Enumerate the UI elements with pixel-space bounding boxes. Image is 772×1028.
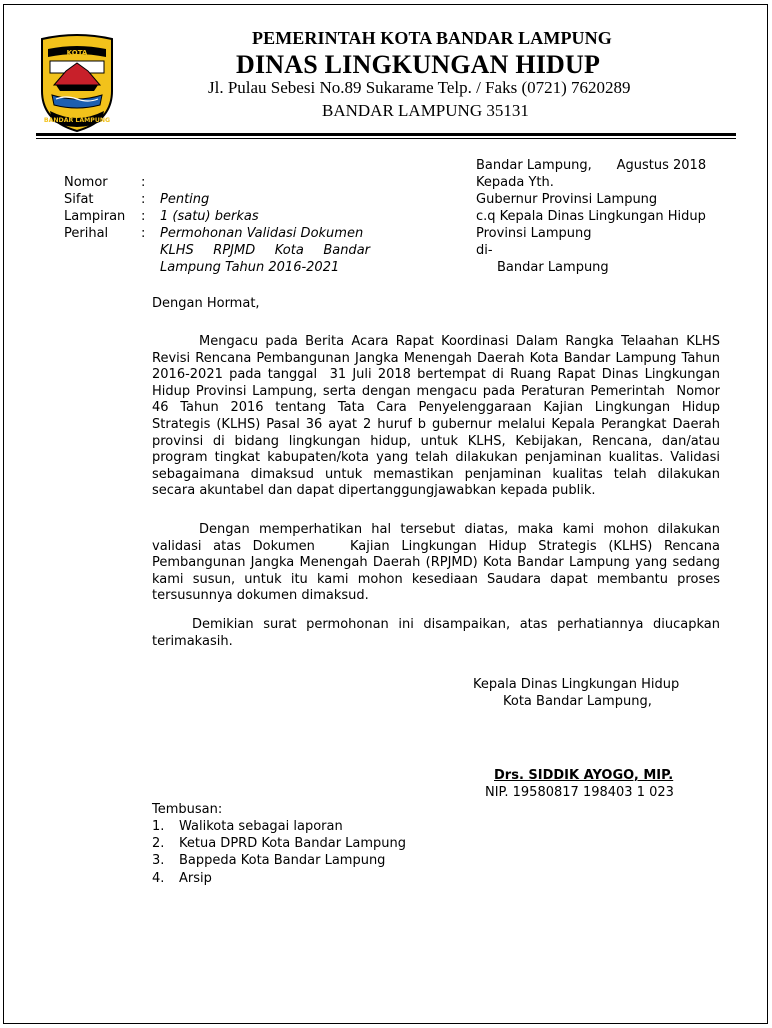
recipient-city: Bandar Lampung: [497, 260, 609, 275]
nomor-colon: :: [141, 175, 146, 190]
p1-line: provinsi di bidang lingkungan hidup, untuk KLHS, Kebijakan, Rencana, dan/atau: [152, 433, 720, 449]
letterhead-divider-thin: [36, 138, 736, 139]
lampiran-colon: :: [141, 209, 146, 224]
paragraph-3: [152, 617, 720, 650]
recipient-di: di-: [476, 243, 493, 258]
perihal-label: Perihal: [64, 226, 109, 241]
p2-line: Dengan memperhatikan hal tersebut diatas, maka kami mohon dilakukan: [199, 522, 720, 537]
recipient-line-3: Provinsi Lampung: [476, 226, 592, 241]
cc-list-item: [152, 819, 343, 834]
sifat-value: Penting: [160, 192, 210, 207]
signatory-nip: NIP. 19580817 198403 1 023: [485, 785, 674, 800]
p1-line: program tingkat kabupaten/kota yang telah dilakukan penjaminan kualitas. Validasi: [152, 450, 720, 466]
p2-line: tersusunnya dokumen dimaksud.: [152, 588, 369, 604]
sifat-colon: :: [141, 192, 146, 207]
p1-line: 2016-2021 pada tanggal 31 Juli 2018 bertempat di Ruang Rapat Dinas Lingkungan: [152, 367, 720, 383]
recipient-line-1: Gubernur Provinsi Lampung: [476, 192, 658, 207]
p2-line: validasi atas Dokumen Kajian Lingkungan Hidup Strategis (KLHS) Rencana: [152, 538, 720, 554]
nomor-label: Nomor: [64, 175, 108, 190]
lampiran-label: Lampiran: [64, 209, 126, 224]
cc-item-text: Arsip: [179, 871, 212, 886]
p1-line: sebagaimana dimaksud untuk memastikan penjaminan kualitas telah dilakukan: [152, 466, 720, 482]
paragraph-2: [152, 522, 720, 605]
recipient-line-2: c.q Kepala Dinas Lingkungan Hidup: [476, 209, 706, 224]
cc-item-number: 3.: [152, 853, 165, 868]
perihal-line-3: Lampung Tahun 2016-2021: [160, 260, 340, 275]
p3-line: Demikian surat permohonan ini disampaikan, atas perhatiannya diucapkan: [192, 617, 720, 632]
letterhead-divider-thick: [36, 133, 736, 136]
city-emblem-logo: [36, 33, 118, 133]
perihal-line-2: KLHS RPJMD Kota Bandar: [160, 243, 370, 258]
cc-list-item: [152, 836, 406, 851]
perihal-colon: :: [141, 226, 146, 241]
p1-line: Strategis (KLHS) Pasal 36 ayat 2 huruf b gubernur melalui Kepala Perangkat Daerah: [152, 416, 720, 432]
signatory-name: Drs. SIDDIK AYOGO, MIP.: [494, 768, 674, 783]
p1-line: 46 Tahun 2016 tentang Tata Cara Penyelenggaraan Kajian Lingkungan Hidup: [152, 400, 720, 416]
letterhead-agency: DINAS LINGKUNGAN HIDUP: [236, 50, 601, 79]
logo-bottom-text: BANDAR LAMPUNG: [43, 117, 111, 124]
cc-item-number: 4.: [152, 871, 165, 886]
place-date: Bandar Lampung, Agustus 2018: [476, 158, 707, 173]
sifat-label: Sifat: [64, 192, 94, 207]
logo-top-text: KOTA: [66, 49, 88, 57]
cc-list-item: [152, 871, 212, 886]
p1-line: Mengacu pada Berita Acara Rapat Koordinasi Dalam Rangka Telaahan KLHS: [199, 334, 720, 349]
cc-item-text: Bappeda Kota Bandar Lampung: [179, 853, 386, 868]
paragraph-1: [152, 334, 720, 500]
p1-line: secara akuntabel dan dapat dipertanggungjawabkan kepada publik.: [152, 483, 596, 499]
letterhead-government: PEMERINTAH KOTA BANDAR LAMPUNG: [252, 28, 612, 48]
cc-item-number: 2.: [152, 836, 165, 851]
lampiran-value: 1 (satu) berkas: [160, 209, 259, 224]
signature-title-1: Kepala Dinas Lingkungan Hidup: [473, 677, 680, 692]
p2-line: kami susun, untuk itu kami mohon kesediaan Saudara dapat membantu proses: [152, 571, 720, 587]
perihal-line-1: Permohonan Validasi Dokumen: [160, 226, 364, 241]
cc-list-item: [152, 853, 385, 868]
cc-item-text: Ketua DPRD Kota Bandar Lampung: [179, 836, 407, 851]
signature-title-2: Kota Bandar Lampung,: [503, 694, 652, 709]
letterhead-city: BANDAR LAMPUNG 35131: [322, 101, 529, 120]
salutation: Dengan Hormat,: [152, 296, 260, 311]
p1-line: Revisi Rencana Pembangunan Jangka Menengah Daerah Kota Bandar Lampung Tahun: [152, 350, 720, 366]
kepada-yth: Kepada Yth.: [476, 175, 554, 190]
cc-item-text: Walikota sebagai laporan: [179, 819, 343, 834]
cc-item-number: 1.: [152, 819, 165, 834]
letterhead-address: Jl. Pulau Sebesi No.89 Sukarame Telp. / Faks (0721) 7620289: [208, 78, 631, 97]
cc-heading: Tembusan:: [152, 802, 223, 817]
p2-line: Pembangunan Jangka Menengah Daerah (RPJMD) Kota Bandar Lampung yang sedang: [152, 555, 720, 571]
p1-line: Hidup Provinsi Lampung, serta dengan mengacu pada Peraturan Pemerintah Nomor: [152, 383, 720, 399]
p3-line: terimakasih.: [152, 633, 233, 649]
